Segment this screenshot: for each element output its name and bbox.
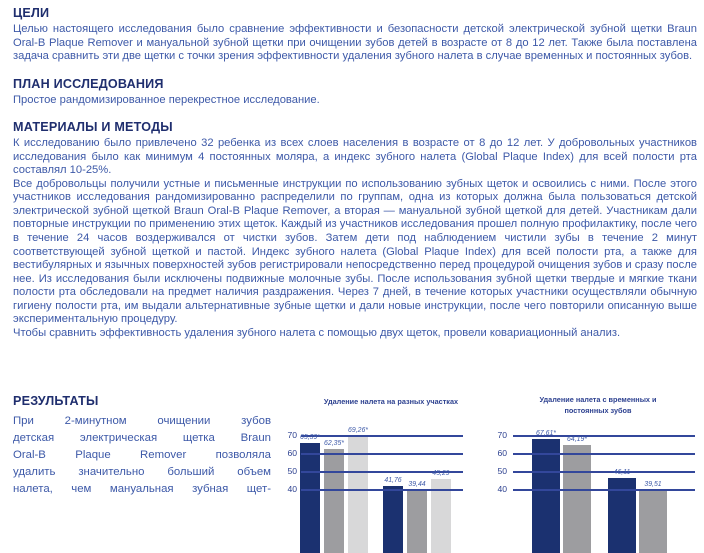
results-text-line: налета, чем мануальная зубная щет- <box>13 483 271 495</box>
chart-plaque-removal-temporary-permanent <box>492 393 704 494</box>
results-column <box>13 395 271 498</box>
bar-value-label: 39,44 <box>408 481 426 488</box>
bar-value-label: 39,51 <box>644 480 662 488</box>
section-heading-results: РЕЗУЛЬТАТЫ <box>13 394 99 408</box>
bar-value-label: 69,26* <box>348 427 368 435</box>
bar-value-label: 45,29 <box>432 470 450 478</box>
methods-paragraph: Все добровольцы получили устные и письменные инструкции по использованию зубных щеток и освоились с ними. После этого участников исследования рандомизированно распределили по группам, одна из которых должна была пользоваться детской электрической зубной щеткой Braun Oral-B Plaque Remover, а вторая — мануальной зубной щеткой для детей. Участникам дали повторные инструкции по применению этих щеток. Каждый из участников исследования прошел полную профилактику, после чего в течение 24 часов воздерживался от чистки зубов. Затем дети под наблюдением чистили зубы в течение 2 минут соответствующей зубной щеткой и пастой. Индекс зубного налета (Global Plaque Index) для всей полости рта, а также для вестибулярных и язычных поверхностей зубов регистрировали непосредственно перед процедурой очищения зубов и сразу после нее. Из исследования были исключены подвижные молочные зубы. После использования зубной щетки твердые и мягкие ткани полости рта обследовали на предмет наличия раздражения. Через 7 дней, в течение которых участники осуществляли обычную гигиену полости рта, им выдали альтернативные зубные щетки и дали новые инструкции, после чего повторили описанную выше экспериментальную процедуру. <box>13 177 697 326</box>
section-heading-plan: ПЛАН ИССЛЕДОВАНИЯ <box>13 76 164 91</box>
results-text-line: удалить значительно больший объем <box>13 466 271 478</box>
main-text-column <box>13 7 697 340</box>
gridline <box>301 453 463 455</box>
y-axis-tick-label: 50 <box>497 466 507 476</box>
bar-value-label: 64,19* <box>567 436 587 444</box>
chart-plot-area <box>492 393 704 494</box>
y-axis-tick-label: 50 <box>287 466 297 476</box>
gridline <box>513 453 695 455</box>
methods-paragraph: К исследованию было привлечено 32 ребенка из всех слоев населения в возрасте от 8 до 12 лет. У добровольных участников исследования было как минимум 4 постоянных моляра, а индекс зубного налета (Global Plaque Index) для всей полости рта составлял 10-25%. <box>13 137 697 177</box>
goals-paragraph: Целью настоящего исследования было сравнение эффективности и безопасности детской электрической зубной щетки Braun Oral-B Plaque Remover и мануальной зубной щетки при очищении зубов детей в возрасте от 8 до 12 лет. Также была поставлена задача сравнить эти две щетки с точки зрения эффективности удаления зубного налета в случае временных и постоянных зубов. <box>13 23 697 63</box>
plan-paragraph: Простое рандомизированное перекрестное исследование. <box>13 93 320 106</box>
bar-value-label: 67,61* <box>536 430 556 438</box>
y-axis-tick-label: 70 <box>287 430 297 440</box>
bar <box>383 486 403 553</box>
gridline <box>301 489 463 491</box>
y-axis-tick-label: 60 <box>497 448 507 458</box>
bar-value-label: 62,35* <box>324 439 344 447</box>
chart-plaque-removal-areas <box>282 393 500 494</box>
results-text-line: детская электрическая щетка Braun <box>13 432 271 444</box>
y-axis-tick-label: 60 <box>287 448 297 458</box>
bar-value-label: 41,76 <box>384 476 402 484</box>
methods-paragraph: Чтобы сравнить эффективность удаления зубного налета с помощью двух щеток, провели ковариационный анализ. <box>13 326 621 339</box>
bar <box>563 445 591 553</box>
results-text-line: Oral-B Plaque Remover позволяла <box>13 449 271 461</box>
chart-title: Удаление налета на разных участках <box>323 397 459 406</box>
bar <box>639 490 667 553</box>
bar-value-label: 46,11 <box>613 469 631 476</box>
results-text-line: При 2-минутном очищении зубов <box>13 415 271 427</box>
section-heading-goals: ЦЕЛИ <box>13 6 50 20</box>
gridline <box>513 489 695 491</box>
bar <box>324 449 344 553</box>
bar <box>300 443 320 553</box>
bar-value-label: 65,39* <box>300 434 320 442</box>
y-axis-tick-label: 40 <box>497 484 507 494</box>
bar <box>532 439 560 553</box>
section-heading-methods: МАТЕРИАЛЫ И МЕТОДЫ <box>13 120 173 135</box>
y-axis-tick-label: 40 <box>287 484 297 494</box>
y-axis-tick-label: 70 <box>497 430 507 440</box>
chart-title: Удаление налета с временных и постоянных зубов <box>539 395 657 415</box>
bar <box>407 490 427 553</box>
chart-plot-area <box>282 393 500 494</box>
